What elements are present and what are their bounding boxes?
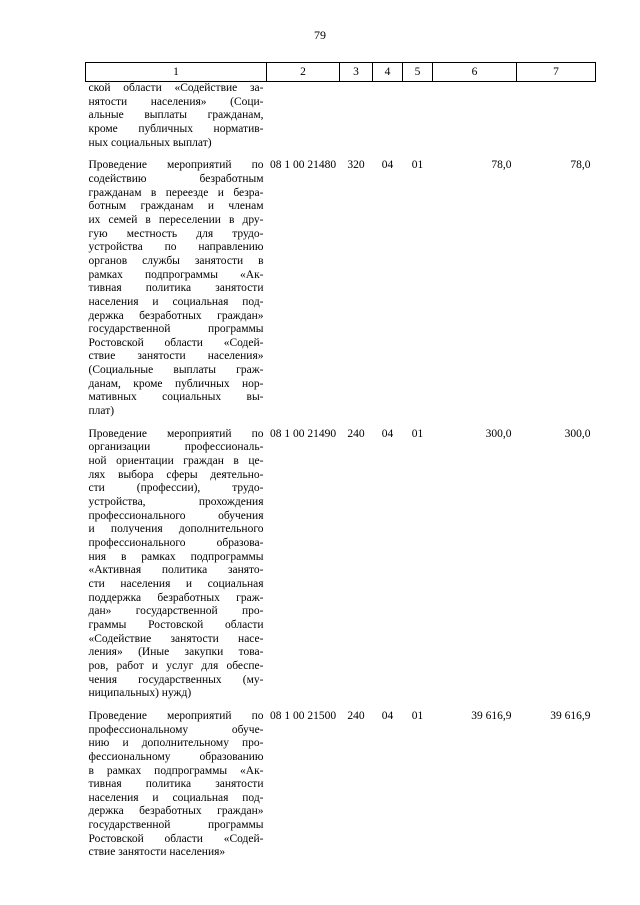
row-subsection [403, 82, 433, 151]
description-line: мативных социальных вы- [88, 391, 264, 404]
row-amount-6: 78,0 [491, 159, 512, 172]
description-line: ской области «Содействие за- [88, 82, 264, 94]
row-amount-6: 300,0 [485, 427, 512, 440]
description-line: организации профессиональ- [88, 441, 264, 454]
row-section: 04 [381, 427, 394, 440]
header-col-6: 6 [433, 63, 517, 82]
row-subsection: 01 [411, 159, 424, 172]
description-line: и получения дополнительного [88, 523, 264, 536]
description-line: фессиональному образованию [88, 750, 264, 763]
description-line: тивная политика занятости [88, 778, 264, 791]
description-line: лях выбора сферы деятельно- [88, 468, 264, 481]
row-expense-type: 320 [347, 159, 365, 172]
description-line: ления» (Иные закупки това- [88, 646, 264, 659]
description-line: ных социальных выплат) [88, 136, 212, 149]
description-line: держка безработных граждан» [88, 309, 264, 322]
description-line: ствие занятости населения» [88, 846, 226, 859]
header-col-3: 3 [340, 63, 373, 82]
row-expense-type [340, 82, 373, 151]
row-expense-type: 240 [347, 427, 365, 440]
row-subsection: 01 [411, 709, 424, 722]
description-line: ров, работ и услуг для обеспе- [88, 659, 264, 672]
description-line: ниципальных) нужд) [88, 687, 192, 700]
description-line: тивная политика занятости [88, 282, 264, 295]
row-amount-6: 39 616,9 [471, 709, 512, 722]
description-line: Проведение мероприятий по [88, 159, 264, 172]
row-amount-7: 78,0 [570, 159, 591, 172]
description-line: рамках подпрограммы «Ак- [88, 268, 264, 281]
description-line: поддержка безработных граж- [88, 591, 264, 604]
description-line: сти (профессии), трудо- [88, 482, 264, 495]
description-line: профессиональному обуче- [88, 723, 264, 736]
description-line: ния в рамках подпрограммы [88, 550, 264, 563]
row-subsection: 01 [411, 427, 424, 440]
description-line: в рамках подпрограммы «Ак- [88, 764, 264, 777]
row-code: 08 1 00 21480 [269, 159, 337, 172]
description-line: альные выплаты гражданам, [88, 109, 264, 122]
description-line: Проведение мероприятий по [88, 427, 264, 440]
description-line: Проведение мероприятий по [88, 709, 264, 722]
row-code: 08 1 00 21490 [269, 427, 337, 440]
description-line: государственной программы [88, 323, 264, 336]
description-line: органов службы занятости в [88, 254, 264, 267]
description-line: устройства, прохождения [88, 496, 264, 509]
row-code: 08 1 00 21500 [269, 709, 337, 722]
row-section [373, 82, 403, 151]
description-line: профессионального обучения [88, 509, 264, 522]
table-row [86, 150, 596, 418]
description-line: Ростовской области «Содей- [88, 832, 264, 845]
description-line: данам, кроме публичных нор- [88, 377, 264, 390]
description-line: (Социальные выплаты граж- [88, 364, 264, 377]
table-row [86, 701, 596, 860]
description-line: гражданам в переезде и безра- [88, 186, 264, 199]
row-amount-7: 39 616,9 [550, 709, 591, 722]
description-line: чения государственных (му- [88, 673, 264, 686]
description-line: ствие занятости населения» [88, 350, 264, 363]
description-line: гую местность для трудо- [88, 227, 264, 240]
description-line: Ростовской области «Содей- [88, 336, 264, 349]
description-line: их семей в переселении в дру- [88, 213, 264, 226]
description-line: держка безработных граждан» [88, 805, 264, 818]
description-line: населения и социальная под- [88, 791, 264, 804]
row-section: 04 [381, 709, 394, 722]
description-line: устройства по направлению [88, 241, 264, 254]
description-line: содействию безработным [88, 172, 264, 185]
header-col-5: 5 [403, 63, 433, 82]
row-description [86, 701, 267, 860]
page-number: 79 [314, 28, 326, 42]
row-description [86, 150, 267, 418]
description-line: дан» государственной про- [88, 605, 264, 618]
description-line: «Активная политика занято- [88, 564, 264, 577]
description-line: кроме публичных норматив- [88, 122, 264, 135]
header-col-1: 1 [86, 63, 267, 82]
row-code [267, 82, 340, 151]
description-line: сти населения и социальная [88, 577, 264, 590]
row-amount-6 [433, 82, 517, 151]
description-line: ной ориентации граждан в це- [88, 455, 264, 468]
description-line: профессионального образова- [88, 537, 264, 549]
header-col-7: 7 [517, 63, 596, 82]
description-line: нию и дополнительному про- [88, 737, 264, 750]
row-description [86, 82, 267, 151]
description-line: государственной программы [88, 819, 264, 832]
budget-table [85, 62, 596, 860]
row-amount-7: 300,0 [564, 427, 591, 440]
row-expense-type: 240 [347, 709, 365, 722]
table-row [86, 82, 596, 151]
description-line: населения и социальная под- [88, 295, 264, 308]
row-amount-7 [517, 82, 596, 151]
description-line: плат) [88, 405, 115, 418]
description-line: граммы Ростовской области [88, 618, 264, 631]
header-col-2: 2 [267, 63, 340, 82]
table-row [86, 419, 596, 701]
row-section: 04 [381, 159, 394, 172]
header-col-4: 4 [373, 63, 403, 82]
description-line: «Содействие занятости насе- [88, 632, 264, 645]
header-row [86, 63, 596, 82]
description-line: ботным гражданам и членам [88, 200, 264, 213]
description-line: нятости населения» (Соци- [88, 95, 264, 108]
row-description [86, 419, 267, 701]
